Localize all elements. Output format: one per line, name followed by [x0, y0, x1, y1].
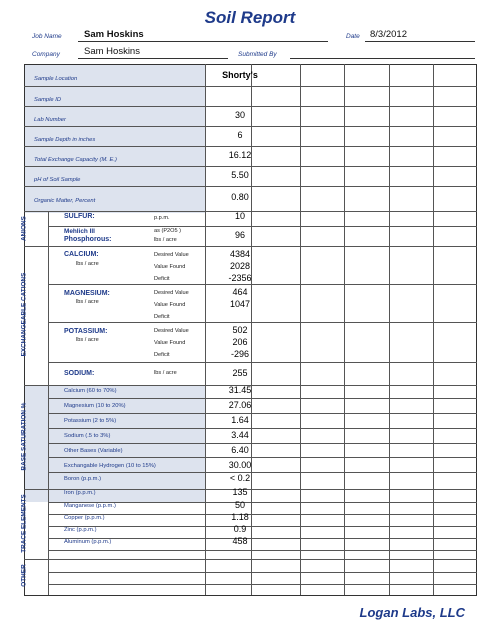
trace-zinc-value: 0.9 — [233, 524, 247, 534]
calcium-found-label: Value Found — [154, 264, 186, 270]
trace-aluminum-value: 458 — [232, 536, 248, 546]
tec-value: 16.12 — [228, 150, 252, 160]
calcium-desired-label: Desired Value — [154, 252, 189, 258]
organic-matter-label: Organic Matter, Percent — [34, 198, 96, 204]
tec-label: Total Exchange Capacity (M. E.) — [34, 157, 117, 163]
row-line — [24, 166, 477, 167]
magnesium-deficit-label: Deficit — [154, 314, 170, 320]
bs-magnesium-label: Magnesium (10 to 20%) — [64, 403, 126, 409]
job-name-label: Job Name — [32, 33, 62, 40]
sulfur-label: SULFUR: — [64, 213, 95, 220]
magnesium-found-value: 1047 — [229, 299, 251, 309]
row-line — [24, 86, 477, 87]
row-line — [24, 146, 477, 147]
ph-value: 5.50 — [231, 170, 249, 180]
row-line — [48, 226, 477, 227]
anions-section-label: ANIONS — [20, 216, 28, 241]
calcium-label: CALCIUM: — [64, 251, 99, 258]
trace-manganese-value: 50 — [234, 500, 245, 510]
potassium-found-label: Value Found — [154, 340, 186, 346]
trace-iron-label: Iron (p.p.m.) — [64, 490, 96, 496]
section-line — [24, 559, 477, 560]
column-divider-2 — [300, 64, 301, 595]
potassium-deficit-label: Deficit — [154, 352, 170, 358]
sample-depth-value: 6 — [237, 130, 243, 140]
potassium-found-value: 206 — [232, 337, 248, 347]
calcium-deficit-value: -2356 — [228, 273, 252, 283]
bs-other-bases-value: 6.40 — [231, 445, 249, 455]
row-line — [48, 457, 477, 458]
row-line — [24, 106, 477, 107]
other-section-label: OTHER — [20, 564, 28, 587]
date-line — [365, 41, 475, 42]
mehlich-label: Mehlich III — [64, 228, 95, 235]
row-line — [48, 398, 477, 399]
bs-calcium-label: Calcium (60 to 70%) — [64, 388, 117, 394]
trace-aluminum-label: Aluminum (p.p.m.) — [64, 539, 112, 545]
submitted-by-line — [290, 58, 475, 59]
submitted-by-label: Submitted By — [238, 51, 277, 58]
trace-copper-value: 1.18 — [231, 512, 249, 522]
phosphorous-value: 96 — [234, 230, 245, 240]
calcium-unit: lbs / acre — [76, 261, 99, 267]
company-line — [78, 58, 228, 59]
job-name-value: Sam Hoskins — [84, 29, 144, 40]
bs-other-bases-label: Other Bases (Variable) — [64, 448, 123, 454]
job-name-line — [78, 41, 328, 42]
magnesium-desired-label: Desired Value — [154, 290, 189, 296]
row-line — [48, 572, 477, 573]
potassium-label: POTASSIUM: — [64, 328, 108, 335]
bs-calcium-value: 31.45 — [228, 385, 252, 395]
phosphorous-unit-2: lbs / acre — [154, 237, 177, 243]
sodium-unit: lbs / acre — [154, 370, 177, 376]
trace-iron-value: 135 — [232, 487, 248, 497]
row-line — [48, 284, 477, 285]
bs-potassium-label: Potassium (2 to 5%) — [64, 418, 117, 424]
lab-number-value: 30 — [234, 110, 245, 120]
bs-sodium-label: Sodium (.5 to 3%) — [64, 433, 111, 439]
trace-boron-label: Boron (p.p.m.) — [64, 476, 102, 482]
date-label: Date — [346, 33, 360, 40]
company-value: Sam Hoskins — [84, 46, 140, 57]
row-line — [48, 362, 477, 363]
magnesium-found-label: Value Found — [154, 302, 186, 308]
row-line — [24, 186, 477, 187]
company-footer: Logan Labs, LLC — [359, 605, 465, 620]
potassium-unit: lbs / acre — [76, 337, 99, 343]
trace-copper-label: Copper (p.p.m.) — [64, 515, 105, 521]
calcium-deficit-label: Deficit — [154, 276, 170, 282]
sample-depth-label: Sample Depth in inches — [34, 137, 96, 143]
calcium-found-value: 2028 — [229, 261, 251, 271]
sulfur-unit: p.p.m. — [154, 215, 170, 221]
bs-sodium-value: 3.44 — [231, 430, 249, 440]
bs-magnesium-value: 27.06 — [228, 400, 252, 410]
organic-matter-value: 0.80 — [231, 192, 249, 202]
date-value: 8/3/2012 — [370, 29, 407, 40]
lab-number-label: Lab Number — [34, 117, 66, 123]
column-divider-4 — [389, 64, 390, 595]
bs-hydrogen-label: Exchangable Hydrogen (10 to 15%) — [64, 463, 156, 469]
section-line — [24, 246, 477, 247]
sulfur-value: 10 — [234, 211, 245, 221]
phosphorous-unit-1: as (P2O5 ) — [154, 228, 182, 234]
magnesium-desired-value: 464 — [232, 287, 248, 297]
row-line — [48, 413, 477, 414]
potassium-deficit-value: -296 — [230, 349, 249, 359]
magnesium-label: MAGNESIUM: — [64, 290, 110, 297]
trace-boron-value: < 0.2 — [229, 473, 251, 483]
sodium-label: SODIUM: — [64, 370, 95, 377]
column-divider-3 — [344, 64, 345, 595]
sample-id-label: Sample ID — [34, 97, 62, 103]
potassium-desired-label: Desired Value — [154, 328, 189, 334]
row-line — [48, 322, 477, 323]
ph-label: pH of Soil Sample — [34, 177, 81, 183]
phosphorous-label: Phosphorous: — [64, 236, 112, 243]
base-saturation-section-label: BASE SATURATION % — [20, 402, 28, 471]
trace-zinc-label: Zinc (p.p.m.) — [64, 527, 97, 533]
company-label: Company — [32, 51, 60, 58]
trace-manganese-label: Manganese (p.p.m.) — [64, 503, 116, 509]
row-line — [48, 584, 477, 585]
row-line — [24, 126, 477, 127]
bs-hydrogen-value: 30.00 — [228, 460, 252, 470]
sample-location-label: Sample Location — [34, 76, 78, 82]
sample-location-value: Shorty's — [222, 70, 258, 80]
calcium-desired-value: 4384 — [229, 249, 251, 259]
report-title: Soil Report — [204, 8, 296, 27]
row-line — [48, 550, 477, 551]
trace-elements-section-label: TRACE ELEMENTS — [20, 494, 28, 553]
bs-potassium-value: 1.64 — [231, 415, 249, 425]
row-line — [48, 428, 477, 429]
row-line — [48, 443, 477, 444]
cations-section-label: EXCHANGEABLE CATIONS — [20, 272, 28, 357]
potassium-desired-value: 502 — [232, 325, 248, 335]
magnesium-unit: lbs / acre — [76, 299, 99, 305]
sodium-value: 255 — [232, 368, 248, 378]
column-divider-5 — [433, 64, 434, 595]
